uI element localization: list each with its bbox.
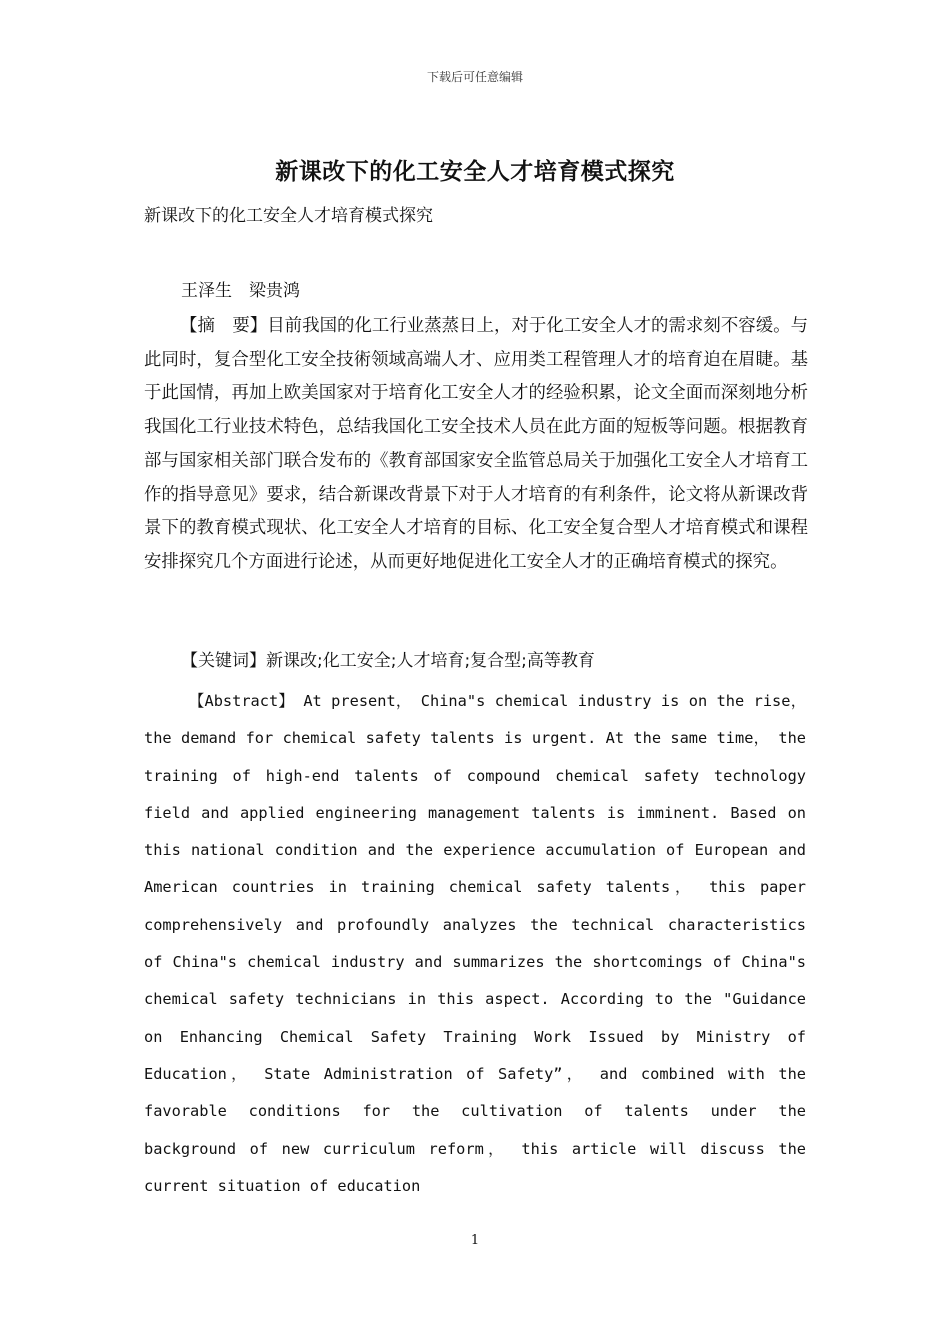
authors: 王泽生 梁贵鸿 bbox=[181, 281, 300, 301]
abstract-chinese: 【摘 要】目前我国的化工行业蒸蒸日上，对于化工安全人才的需求刻不容缓。与此同时，复合型化工安全技術领域高端人才、应用类工程管理人才的培育迫在眉睫。基于此国情，再加上欧美国家对于培育化工安全人才的经验积累，论文全面而深刻地分析我国化工行业技术特色，总结我国化工安全技术人员在此方面的短板等问题。根据教育部与国家相关部门联合发布的《教育部国家安全监管总局关于加强化工安全人才培育工作的指导意见》要求，结合新课改背景下对于人才培育的有利条件，论文将从新课改背景下的教育模式现状、化工安全人才培育的目标、化工安全复合型人才培育模式和课程安排探究几个方面进行论述，从而更好地促进化工安全人才的正确培育模式的探究。 bbox=[144, 316, 808, 572]
document-subtitle: 新课改下的化工安全人才培育模式探究 bbox=[144, 206, 433, 226]
page-number: 1 bbox=[470, 1233, 480, 1248]
keywords: 【关键词】新课改;化工安全;人才培育;复合型;高等教育 bbox=[181, 651, 595, 671]
header-note: 下载后可任意编辑 bbox=[426, 70, 523, 84]
document-title: 新课改下的化工安全人才培育模式探究 bbox=[275, 159, 675, 185]
abstract-english: 【Abstract】 At present， China"s chemical industry is on the rise， the demand for chemical safety talents is urgent. At the same time， the training of high-end talents of compound chemical safety technology field and applied engineering management talents is imminent. Based on this national condition and the experience accumulation of European and American countries in training chemical safety talents， this paper comprehensively and profoundly analyzes the technical characteristics of China"s chemical industry and summarizes the shortcomings of China"s chemical safety technicians in this aspect. According to the "Guidance on Enhancing Chemical Safety Training Work Issued by Ministry of Education， State Administration of Safety”， and combined with the favorable conditions for the cultivation of talents under the background of new curriculum reform， this article will discuss the current situation of education bbox=[144, 692, 806, 1195]
